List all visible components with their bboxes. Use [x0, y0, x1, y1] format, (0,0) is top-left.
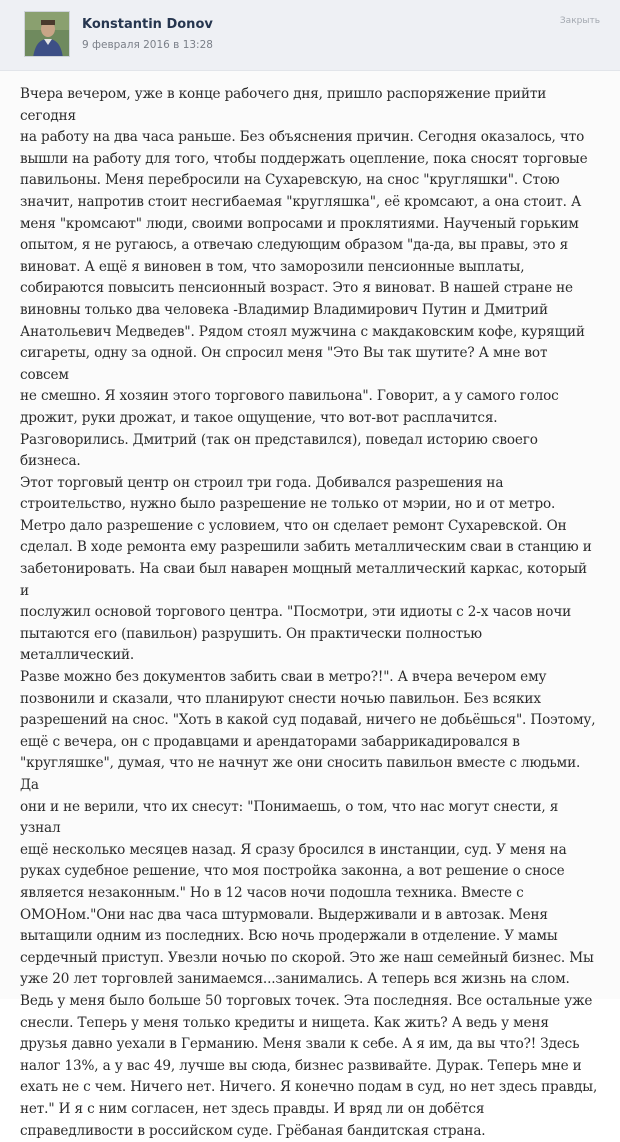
- avatar[interactable]: [24, 11, 70, 57]
- author-name[interactable]: Konstantin Donov: [82, 17, 213, 32]
- post-text: Вчера вечером, уже в конце рабочего дня, пришло распоряжение прийти сегодня на работу на два часа раньше. Без объяснения причин. Сегодня оказалось, что вышли на работу для того, чтобы поддержать оцепление, пока сносят торговые павильоны. Меня перебросили на Сухаревскую, на снос "кругляшки". Стою значит, напротив стоит несгибаемая "кругляшка", её кромсают, а она стоит. А меня "кромсают" люди, своими вопросами и проклятиями. Наученый горьким опытом, я не ругаюсь, а отвечаю следующим образом "да-да, вы правы, это я виноват. А ещё я виновен в том, что заморозили пенсионные выплаты, собираются повысить пенсионный возраст. Это я виноват. В нашей стране не виновны только два человека -Владимир Владимирович Путин и Дмитрий Анатольевич Медведев". Рядом стоял мужчина с макдаковским кофе, курящий сигареты, одну за одной. Он спросил меня "Это Вы так шутите? А мне вот совсем не смешно. Я хозяин этого торгового павильона". Говорит, а у самого голос дрожит, руки дрожат, и такое ощущение, что вот-вот расплачится. Разговорились. Дмитрий (так он представился), поведал историю своего бизнеса. Этот торговый центр он строил три года. Добивался разрешения на строительство, нужно было разрешение не только от мэрии, но и от метро. Метро дало разрешение с условием, что он сделает ремонт Сухаревской. Он сделал. В ходе ремонта ему разрешили забить металлическим сваи в станцию и забетонировать. На сваи был наварен мощный металлический каркас, который и послужил основой торгового центра. "Посмотри, эти идиоты с 2-х часов ночи пытаются его (павильон) разрушить. Он практически полностью металлический. Разве можно без документов забить сваи в метро?!". А вчера вечером ему позвонили и сказали, что планируют снести ночью павильон. Без всяких разрешений на снос. "Хоть в какой суд подавай, ничего не добьёшься". Поэтому, ещё с вечера, он с продавцами и арендаторами забаррикадировался в "кругляшке", думая, что не начнут же они сносить павильон вместе с людьми. Да они и не верили, что их снесут: "Понимаешь, о том, что нас могут снести, я узнал ещё несколько месяцев назад. Я сразу бросился в инстанции, суд. У меня на руках судебное решение, что моя постройка законна, а вот решение о сносе является незаконным." Но в 12 часов ночи подошла техника. Вместе с ОМОНом."Они нас два часа штурмовали. Выдерживали и в автозак. Меня вытащили одним из последних. Всю ночь продержали в отделение. У мамы сердечный приступ. Увезли ночью по скорой. Это же наш семейный бизнес. Мы уже 20 лет торговлей занимаемся...занимались. А теперь вся жизнь на слом. Ведь у меня было больше 50 торговых точек. Эта последняя. Все остальные уже снесли. Теперь у меня только кредиты и нищета. Как жить? А ведь у меня друзья давно уехали в Германию. Меня звали к себе. А я им, да вы что?! Здесь налог 13%, а у вас 49, лучше вы сюда, бизнес развивайте. Дурак. Теперь мне и ехать не с чем. Ничего нет. Ничего. Я конечно подам в суд, но нет здесь правды, нет." И я с ним согласен, нет здесь правды. И вряд ли он добётся справедливости в российском суде. Грёбаная бандитская страна.: [20, 86, 598, 1139]
- post-header: [0, 0, 620, 71]
- post-body: [0, 71, 620, 1139]
- avatar-photo-icon: [25, 12, 70, 57]
- post-date[interactable]: 9 февраля 2016 в 13:28: [82, 39, 213, 51]
- close-button[interactable]: Закрыть: [559, 16, 600, 26]
